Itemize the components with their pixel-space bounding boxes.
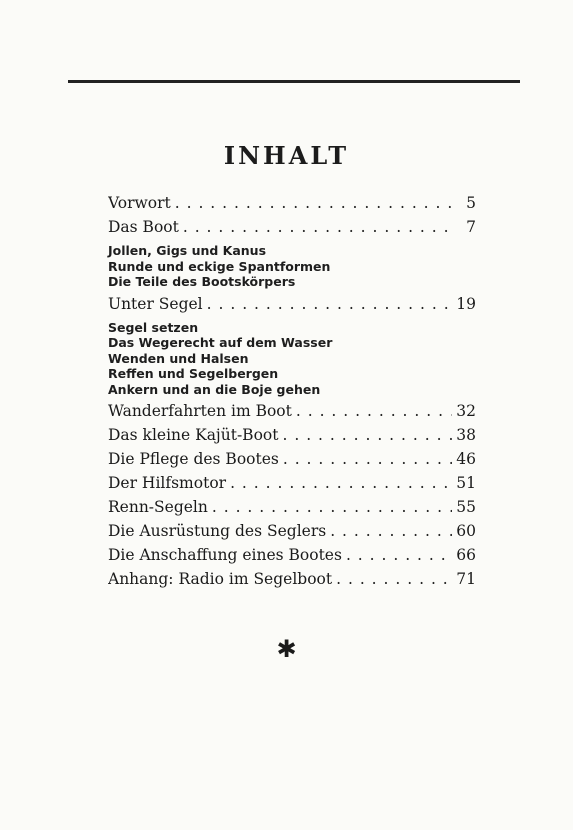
toc-entry-label: Anhang: Radio im Segelboot [108,570,333,588]
toc-entry-page-number: 19 [456,294,476,313]
toc-subentry: Ankern und an die Boje gehen [108,381,321,397]
toc-entry [108,498,476,522]
toc-entry [108,218,476,242]
toc-entry [108,402,476,426]
toc-subentry: Runde und eckige Spantformen [108,258,331,274]
toc-entry-label: Renn-Segeln [108,498,208,516]
toc-subentry: Das Wegerecht auf dem Wasser [108,335,333,350]
dot-leader [212,498,452,516]
toc-entry-page-number: 66 [456,546,476,564]
toc-entry-page-number: 60 [456,522,476,540]
toc-entry-page-number: 51 [456,474,476,492]
dot-leader [282,426,452,444]
toc-entry-label: Die Ausrüstung des Seglers [108,522,327,540]
toc-subentry: Wenden und Halsen [108,350,249,366]
toc-entry-label: Wanderfahrten im Boot [108,402,292,420]
toc-entry-page-number: 7 [466,218,476,236]
toc-entry [108,295,476,319]
table-of-contents [108,194,476,594]
toc-subentries [108,320,476,398]
dot-leader [346,546,452,564]
toc-entry [108,426,476,450]
toc-entry [108,522,476,546]
toc-entry-label: Das kleine Kajüt-Boot [108,426,279,444]
toc-entry-label: Der Hilfsmotor [108,474,227,492]
dot-leader [336,570,452,588]
toc-entry-label: Die Pflege des Bootes [108,450,279,468]
toc-subentry: Reffen und Segelbergen [108,366,279,381]
toc-entry [108,546,476,570]
top-rule [68,80,520,83]
dot-leader [183,218,454,236]
dot-leader [175,194,454,212]
toc-entry-page-number: 32 [456,402,476,420]
toc-entry-label: Das Boot [108,218,179,236]
toc-entry-page-number: 71 [456,570,476,588]
toc-entry-label: Die Anschaffung eines Bootes [108,546,342,564]
toc-entry-page-number: 46 [456,450,476,468]
dot-leader [330,522,452,540]
toc-subentry: Die Teile des Bootskörpers [108,274,296,289]
asterism-ornament: ✱ [276,635,297,663]
toc-entry [108,570,476,594]
page-title: INHALT [223,141,350,170]
toc-entry [108,450,476,474]
toc-subentries [108,243,476,290]
dot-leader [296,402,452,420]
dot-leader [283,450,452,468]
toc-entry [108,474,476,498]
toc-subentry: Segel setzen [108,319,199,335]
toc-entry-page-number: 38 [456,426,476,444]
toc-entry-page-number: 55 [456,498,476,516]
dot-leader [230,474,452,492]
toc-subentry: Jollen, Gigs und Kanus [108,243,267,258]
toc-entry-label: Vorwort [108,194,171,212]
toc-entry-page-number: 5 [466,194,476,212]
dot-leader [207,295,453,313]
toc-entry-label: Unter Segel [108,294,203,313]
toc-entry [108,194,476,218]
